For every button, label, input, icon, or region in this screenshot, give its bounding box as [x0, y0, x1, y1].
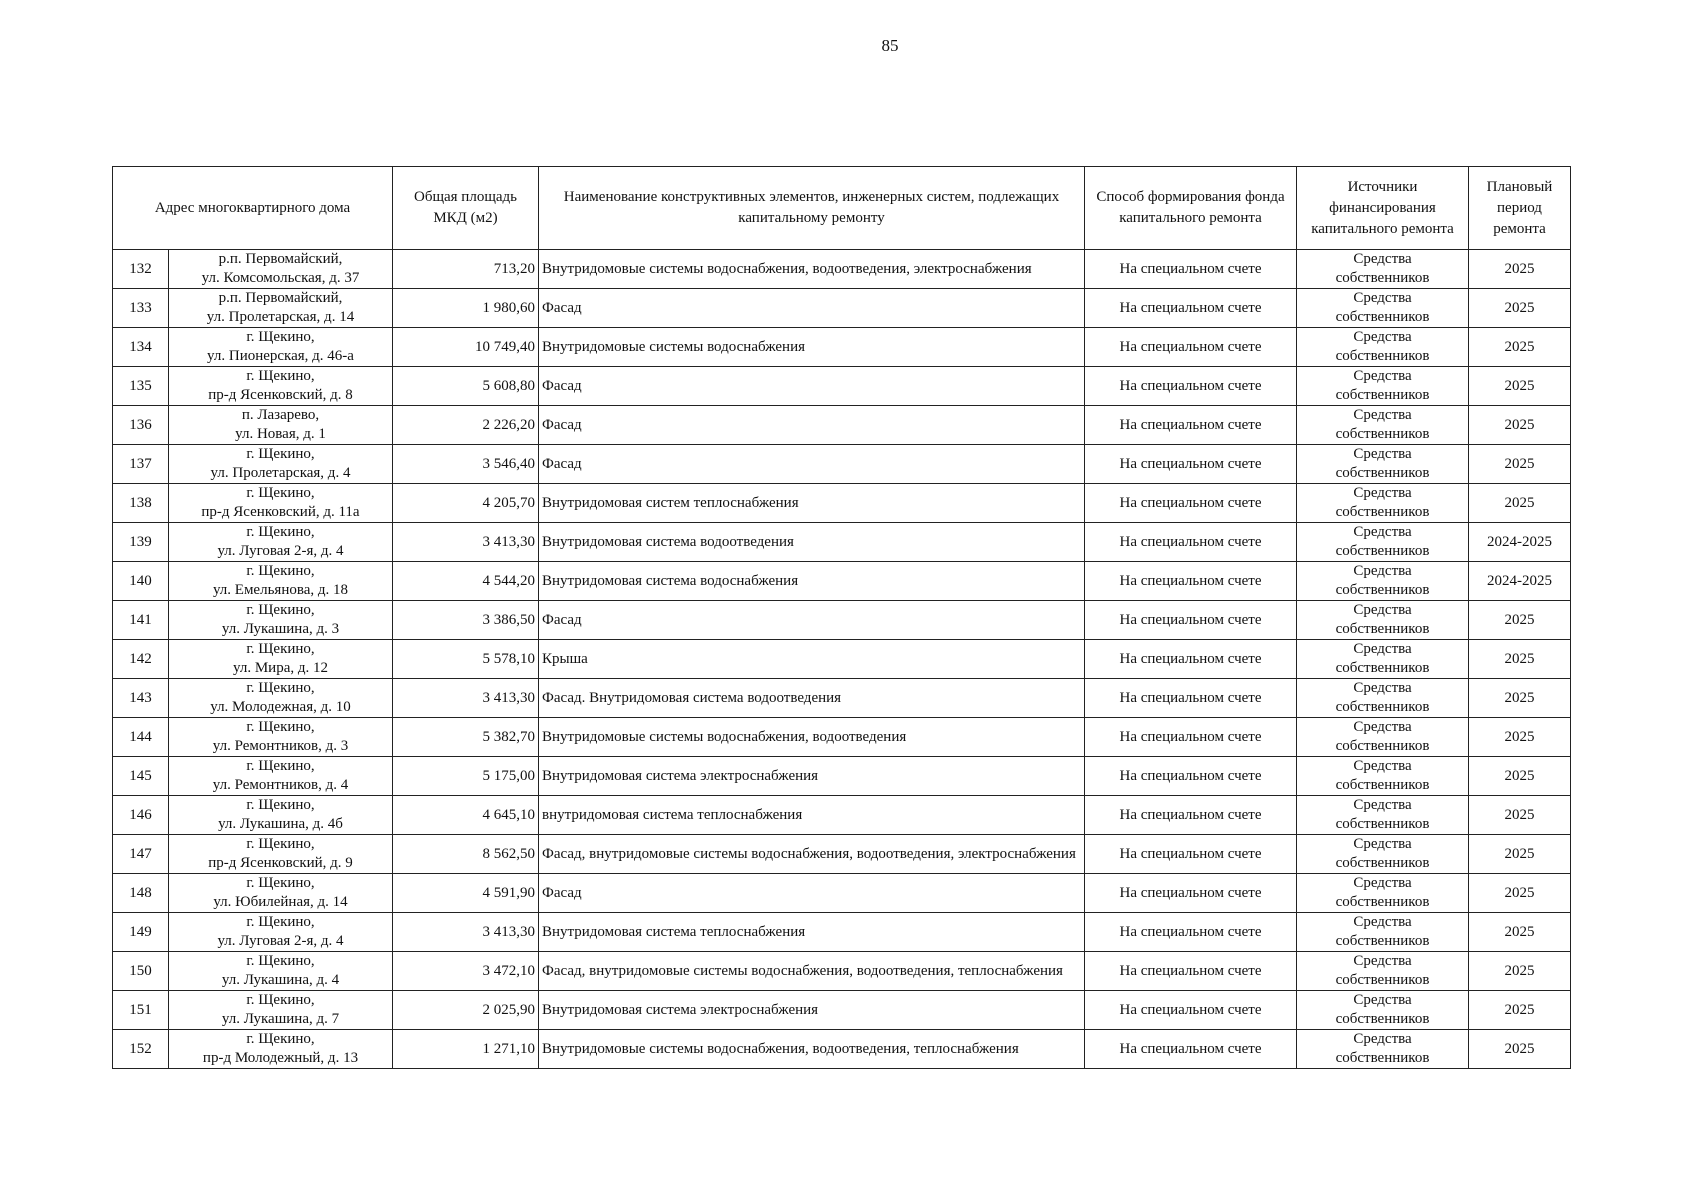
row-method: На специальном счете	[1085, 913, 1297, 952]
row-number: 149	[113, 913, 169, 952]
address-locality: г. Щекино,	[246, 602, 315, 618]
source-line-1: Средства	[1353, 563, 1412, 579]
address-locality: р.п. Первомайский,	[218, 251, 343, 267]
row-area: 3 413,30	[393, 679, 539, 718]
source-line-2: собственников	[1335, 426, 1430, 442]
row-method: На специальном счете	[1085, 367, 1297, 406]
row-address	[169, 679, 393, 718]
row-source	[1297, 601, 1469, 640]
row-method: На специальном счете	[1085, 718, 1297, 757]
table-row	[113, 679, 1571, 718]
address-locality: г. Щекино,	[246, 914, 315, 930]
table-row	[113, 289, 1571, 328]
row-number: 146	[113, 796, 169, 835]
row-address	[169, 952, 393, 991]
row-area: 5 608,80	[393, 367, 539, 406]
row-period: 2025	[1469, 718, 1571, 757]
row-source	[1297, 406, 1469, 445]
table-row	[113, 952, 1571, 991]
source-line-1: Средства	[1353, 719, 1412, 735]
row-elements: Фасад, внутридомовые системы водоснабжения, водоотведения, теплоснабжения	[539, 952, 1085, 991]
row-elements: Фасад	[539, 289, 1085, 328]
row-address	[169, 796, 393, 835]
row-area: 1 980,60	[393, 289, 539, 328]
row-area: 4 591,90	[393, 874, 539, 913]
address-street: ул. Новая, д. 1	[235, 426, 326, 442]
table-row	[113, 796, 1571, 835]
address-locality: п. Лазарево,	[241, 407, 320, 423]
table-row	[113, 445, 1571, 484]
row-elements: Фасад	[539, 406, 1085, 445]
row-source	[1297, 484, 1469, 523]
source-line-1: Средства	[1353, 524, 1412, 540]
row-address	[169, 874, 393, 913]
row-period: 2025	[1469, 640, 1571, 679]
address-locality: г. Щекино,	[246, 719, 315, 735]
table-row	[113, 250, 1571, 289]
row-area: 4 544,20	[393, 562, 539, 601]
row-elements: внутридомовая система теплоснабжения	[539, 796, 1085, 835]
row-source	[1297, 952, 1469, 991]
row-address	[169, 1030, 393, 1069]
row-period: 2025	[1469, 367, 1571, 406]
row-source	[1297, 913, 1469, 952]
source-line-1: Средства	[1353, 875, 1412, 891]
row-address	[169, 601, 393, 640]
row-address	[169, 367, 393, 406]
row-elements: Фасад, внутридомовые системы водоснабжения, водоотведения, электроснабжения	[539, 835, 1085, 874]
source-line-1: Средства	[1353, 797, 1412, 813]
row-period: 2024-2025	[1469, 562, 1571, 601]
address-street: пр-д Молодежный, д. 13	[202, 1050, 359, 1066]
row-period: 2025	[1469, 991, 1571, 1030]
source-line-1: Средства	[1353, 602, 1412, 618]
row-source	[1297, 1030, 1469, 1069]
row-period: 2025	[1469, 1030, 1571, 1069]
row-address	[169, 913, 393, 952]
header-method: Способ формирования фонда капитального ремонта	[1085, 167, 1297, 250]
row-address	[169, 250, 393, 289]
row-address	[169, 757, 393, 796]
row-number: 141	[113, 601, 169, 640]
repair-registry-table	[112, 166, 1571, 1069]
address-locality: г. Щекино,	[246, 797, 315, 813]
row-number: 132	[113, 250, 169, 289]
address-street: ул. Луговая 2-я, д. 4	[217, 543, 344, 559]
row-period: 2025	[1469, 835, 1571, 874]
row-number: 143	[113, 679, 169, 718]
row-area: 3 472,10	[393, 952, 539, 991]
source-line-2: собственников	[1335, 582, 1430, 598]
row-area: 713,20	[393, 250, 539, 289]
row-number: 133	[113, 289, 169, 328]
header-area: Общая площадь МКД (м2)	[393, 167, 539, 250]
row-method: На специальном счете	[1085, 679, 1297, 718]
address-street: ул. Мира, д. 12	[233, 660, 328, 676]
row-period: 2025	[1469, 679, 1571, 718]
row-source	[1297, 640, 1469, 679]
source-line-1: Средства	[1353, 485, 1412, 501]
row-number: 142	[113, 640, 169, 679]
address-locality: г. Щекино,	[246, 641, 315, 657]
row-method: На специальном счете	[1085, 562, 1297, 601]
header-address: Адрес многоквартирного дома	[113, 167, 393, 250]
table-row	[113, 406, 1571, 445]
source-line-1: Средства	[1353, 290, 1412, 306]
address-street: ул. Пролетарская, д. 14	[206, 309, 355, 325]
row-number: 151	[113, 991, 169, 1030]
row-number: 139	[113, 523, 169, 562]
row-source	[1297, 250, 1469, 289]
row-elements: Фасад	[539, 874, 1085, 913]
source-line-1: Средства	[1353, 329, 1412, 345]
row-elements: Внутридомовая система электроснабжения	[539, 757, 1085, 796]
row-method: На специальном счете	[1085, 796, 1297, 835]
row-number: 148	[113, 874, 169, 913]
row-number: 136	[113, 406, 169, 445]
row-source	[1297, 718, 1469, 757]
row-source	[1297, 835, 1469, 874]
row-period: 2025	[1469, 289, 1571, 328]
source-line-1: Средства	[1353, 992, 1412, 1008]
row-number: 137	[113, 445, 169, 484]
table-row	[113, 1030, 1571, 1069]
address-locality: г. Щекино,	[246, 446, 315, 462]
row-period: 2025	[1469, 757, 1571, 796]
row-elements: Внутридомовая система водоотведения	[539, 523, 1085, 562]
source-line-2: собственников	[1335, 387, 1430, 403]
address-locality: г. Щекино,	[246, 563, 315, 579]
source-line-2: собственников	[1335, 933, 1430, 949]
row-address	[169, 328, 393, 367]
row-method: На специальном счете	[1085, 250, 1297, 289]
source-line-2: собственников	[1335, 348, 1430, 364]
header-period: Плановый период ремонта	[1469, 167, 1571, 250]
row-elements: Фасад	[539, 445, 1085, 484]
address-locality: г. Щекино,	[246, 368, 315, 384]
row-method: На специальном счете	[1085, 640, 1297, 679]
address-street: ул. Пионерская, д. 46-а	[207, 348, 354, 364]
row-address	[169, 406, 393, 445]
row-elements: Внутридомовая систем теплоснабжения	[539, 484, 1085, 523]
source-line-1: Средства	[1353, 758, 1412, 774]
table-row	[113, 874, 1571, 913]
table-row	[113, 523, 1571, 562]
source-line-2: собственников	[1335, 465, 1430, 481]
source-line-2: собственников	[1335, 504, 1430, 520]
row-number: 134	[113, 328, 169, 367]
row-source	[1297, 328, 1469, 367]
row-source	[1297, 991, 1469, 1030]
row-method: На специальном счете	[1085, 1030, 1297, 1069]
table-row	[113, 562, 1571, 601]
row-source	[1297, 757, 1469, 796]
address-locality: г. Щекино,	[246, 524, 315, 540]
row-elements: Внутридомовые системы водоснабжения	[539, 328, 1085, 367]
row-period: 2025	[1469, 250, 1571, 289]
source-line-2: собственников	[1335, 309, 1430, 325]
row-number: 147	[113, 835, 169, 874]
row-elements: Внутридомовые системы водоснабжения, водоотведения, электроснабжения	[539, 250, 1085, 289]
row-method: На специальном счете	[1085, 991, 1297, 1030]
row-area: 3 413,30	[393, 523, 539, 562]
source-line-2: собственников	[1335, 855, 1430, 871]
address-street: ул. Луговая 2-я, д. 4	[217, 933, 344, 949]
row-area: 1 271,10	[393, 1030, 539, 1069]
address-locality: г. Щекино,	[246, 875, 315, 891]
address-locality: р.п. Первомайский,	[218, 290, 343, 306]
source-line-2: собственников	[1335, 660, 1430, 676]
row-number: 140	[113, 562, 169, 601]
row-method: На специальном счете	[1085, 757, 1297, 796]
address-street: ул. Лукашина, д. 4б	[218, 816, 343, 832]
address-street: ул. Молодежная, д. 10	[210, 699, 351, 715]
row-area: 8 562,50	[393, 835, 539, 874]
row-number: 135	[113, 367, 169, 406]
address-street: ул. Комсомольская, д. 37	[201, 270, 360, 286]
row-address	[169, 445, 393, 484]
row-method: На специальном счете	[1085, 328, 1297, 367]
address-locality: г. Щекино,	[246, 1031, 315, 1047]
row-source	[1297, 562, 1469, 601]
page-number: 85	[881, 36, 899, 55]
source-line-1: Средства	[1353, 953, 1412, 969]
table-row	[113, 484, 1571, 523]
source-line-2: собственников	[1335, 777, 1430, 793]
source-line-1: Средства	[1353, 641, 1412, 657]
row-area: 5 578,10	[393, 640, 539, 679]
table-row	[113, 991, 1571, 1030]
row-address	[169, 484, 393, 523]
row-period: 2025	[1469, 952, 1571, 991]
row-area: 5 382,70	[393, 718, 539, 757]
row-source	[1297, 445, 1469, 484]
address-street: ул. Лукашина, д. 4	[221, 972, 340, 988]
row-source	[1297, 796, 1469, 835]
table-row	[113, 757, 1571, 796]
table-body	[113, 250, 1571, 1069]
source-line-2: собственников	[1335, 621, 1430, 637]
row-method: На специальном счете	[1085, 406, 1297, 445]
source-line-2: собственников	[1335, 1050, 1430, 1066]
row-method: На специальном счете	[1085, 835, 1297, 874]
row-elements: Внутридомовые системы водоснабжения, водоотведения	[539, 718, 1085, 757]
source-line-2: собственников	[1335, 699, 1430, 715]
row-address	[169, 718, 393, 757]
source-line-2: собственников	[1335, 972, 1430, 988]
address-street: ул. Лукашина, д. 3	[221, 621, 340, 637]
row-area: 4 205,70	[393, 484, 539, 523]
address-street: ул. Пролетарская, д. 4	[210, 465, 351, 481]
source-line-1: Средства	[1353, 836, 1412, 852]
row-method: На специальном счете	[1085, 484, 1297, 523]
row-number: 145	[113, 757, 169, 796]
source-line-2: собственников	[1335, 816, 1430, 832]
address-locality: г. Щекино,	[246, 953, 315, 969]
row-elements: Внутридомовая система электроснабжения	[539, 991, 1085, 1030]
row-area: 4 645,10	[393, 796, 539, 835]
row-period: 2025	[1469, 601, 1571, 640]
source-line-1: Средства	[1353, 407, 1412, 423]
row-source	[1297, 874, 1469, 913]
address-locality: г. Щекино,	[246, 836, 315, 852]
source-line-2: собственников	[1335, 738, 1430, 754]
address-street: ул. Юбилейная, д. 14	[213, 894, 348, 910]
row-source	[1297, 523, 1469, 562]
row-area: 3 386,50	[393, 601, 539, 640]
row-number: 150	[113, 952, 169, 991]
row-address	[169, 562, 393, 601]
source-line-2: собственников	[1335, 543, 1430, 559]
row-period: 2025	[1469, 874, 1571, 913]
row-method: На специальном счете	[1085, 289, 1297, 328]
address-locality: г. Щекино,	[246, 992, 315, 1008]
row-elements: Внутридомовые системы водоснабжения, водоотведения, теплоснабжения	[539, 1030, 1085, 1069]
row-period: 2025	[1469, 913, 1571, 952]
row-elements: Крыша	[539, 640, 1085, 679]
source-line-1: Средства	[1353, 251, 1412, 267]
row-number: 138	[113, 484, 169, 523]
table-row	[113, 367, 1571, 406]
header-source: Источники финансирования капитального ремонта	[1297, 167, 1469, 250]
row-elements: Фасад	[539, 601, 1085, 640]
row-elements: Внутридомовая система водоснабжения	[539, 562, 1085, 601]
row-source	[1297, 367, 1469, 406]
table-row	[113, 640, 1571, 679]
row-address	[169, 523, 393, 562]
address-street: пр-д Ясенковский, д. 11а	[201, 504, 360, 520]
table-row	[113, 718, 1571, 757]
row-method: На специальном счете	[1085, 601, 1297, 640]
row-area: 3 413,30	[393, 913, 539, 952]
source-line-2: собственников	[1335, 270, 1430, 286]
address-locality: г. Щекино,	[246, 329, 315, 345]
row-source	[1297, 289, 1469, 328]
row-elements: Фасад	[539, 367, 1085, 406]
row-elements: Внутридомовая система теплоснабжения	[539, 913, 1085, 952]
row-period: 2025	[1469, 484, 1571, 523]
row-method: На специальном счете	[1085, 445, 1297, 484]
row-address	[169, 640, 393, 679]
row-address	[169, 835, 393, 874]
source-line-2: собственников	[1335, 1011, 1430, 1027]
row-area: 2 226,20	[393, 406, 539, 445]
source-line-1: Средства	[1353, 368, 1412, 384]
row-period: 2025	[1469, 445, 1571, 484]
source-line-1: Средства	[1353, 914, 1412, 930]
row-period: 2025	[1469, 406, 1571, 445]
address-street: ул. Ремонтников, д. 4	[212, 777, 349, 793]
row-source	[1297, 679, 1469, 718]
table-row	[113, 328, 1571, 367]
address-street: пр-д Ясенковский, д. 9	[208, 855, 353, 871]
source-line-1: Средства	[1353, 680, 1412, 696]
row-number: 152	[113, 1030, 169, 1069]
address-street: пр-д Ясенковский, д. 8	[208, 387, 353, 403]
table-row	[113, 913, 1571, 952]
source-line-1: Средства	[1353, 1031, 1412, 1047]
row-area: 3 546,40	[393, 445, 539, 484]
address-street: ул. Ремонтников, д. 3	[212, 738, 349, 754]
table-header-row	[113, 167, 1571, 250]
row-area: 5 175,00	[393, 757, 539, 796]
row-area: 2 025,90	[393, 991, 539, 1030]
row-address	[169, 991, 393, 1030]
header-elements: Наименование конструктивных элементов, инженерных систем, подлежащих капитальному ремонту	[539, 167, 1085, 250]
row-elements: Фасад. Внутридомовая система водоотведения	[539, 679, 1085, 718]
source-line-1: Средства	[1353, 446, 1412, 462]
address-locality: г. Щекино,	[246, 758, 315, 774]
row-number: 144	[113, 718, 169, 757]
address-street: ул. Лукашина, д. 7	[221, 1011, 340, 1027]
row-method: На специальном счете	[1085, 874, 1297, 913]
address-locality: г. Щекино,	[246, 680, 315, 696]
row-address	[169, 289, 393, 328]
source-line-2: собственников	[1335, 894, 1430, 910]
row-area: 10 749,40	[393, 328, 539, 367]
address-locality: г. Щекино,	[246, 485, 315, 501]
row-period: 2025	[1469, 796, 1571, 835]
table-row	[113, 835, 1571, 874]
table-row	[113, 601, 1571, 640]
row-period: 2024-2025	[1469, 523, 1571, 562]
address-street: ул. Емельянова, д. 18	[212, 582, 349, 598]
row-method: На специальном счете	[1085, 952, 1297, 991]
row-period: 2025	[1469, 328, 1571, 367]
row-method: На специальном счете	[1085, 523, 1297, 562]
